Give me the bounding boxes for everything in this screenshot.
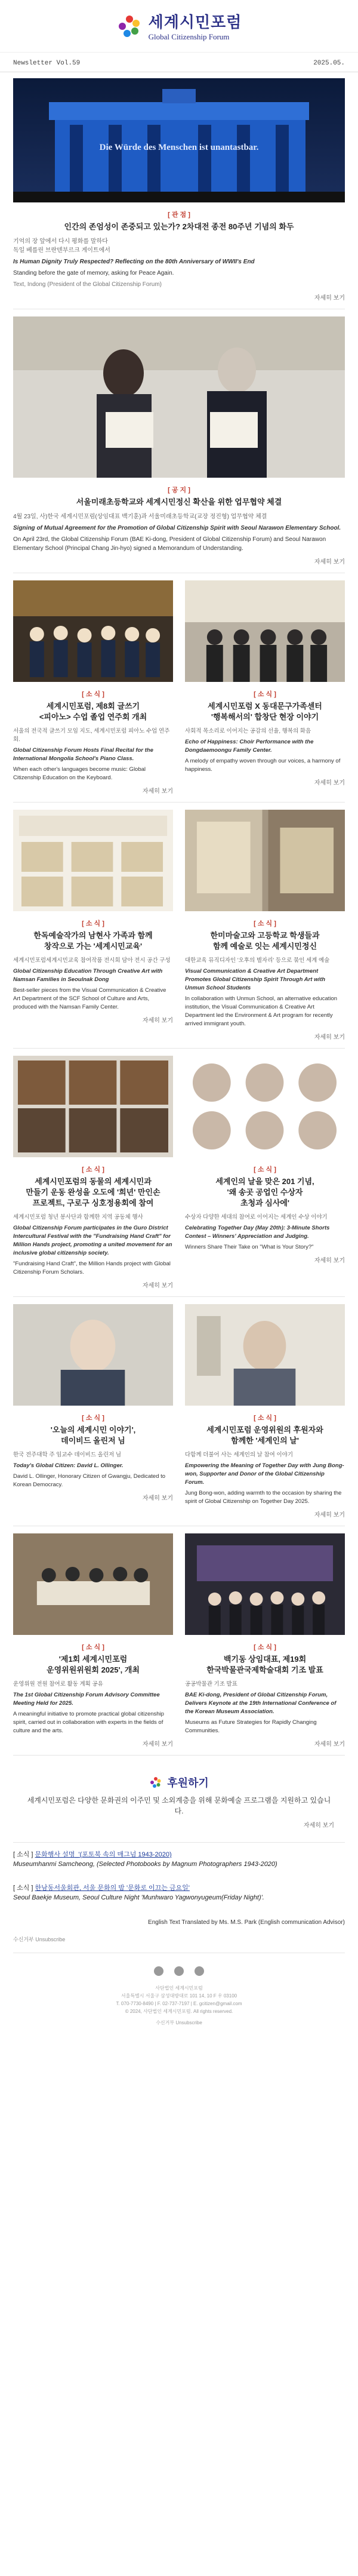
news-body-en: David L. Ollinger, Honorary Citizen of Gwangju, Dedicated to Korean Democracy. — [13, 1473, 166, 1488]
news-card — [13, 1056, 173, 1289]
facebook-icon[interactable] — [154, 1966, 163, 1976]
news-body-en: Best-seller pieces from the Visual Communication & Creative Art Department of the SCF School of Culture and Arts, produced with the Namsan Family Center. — [13, 987, 166, 1010]
news-title[interactable]: 한독예술작가의 남현사 가족과 함께 창작으로 가는 '세계시민교육' — [33, 931, 153, 951]
divider — [13, 1842, 345, 1843]
news-card — [185, 1533, 345, 1748]
news-image[interactable] — [13, 1533, 173, 1635]
translator-credit: English Text Translated by Ms. M.S. Park (English communication Advisor) — [148, 1919, 345, 1926]
news-more-link[interactable]: 자세히 보기 — [142, 1495, 173, 1502]
divider — [13, 1755, 345, 1756]
news-tag: [ 소 식 ] — [254, 1166, 276, 1173]
mou-section — [0, 316, 358, 565]
news-more-link[interactable]: 자세히 보기 — [314, 780, 345, 786]
newsletter-volume: Newsletter Vol.59 — [13, 60, 81, 67]
news-card — [185, 580, 345, 795]
support-section — [0, 1763, 358, 1835]
news-row-3 — [0, 1056, 358, 1289]
news-card — [13, 580, 173, 795]
news-card — [13, 1533, 173, 1748]
footer-contact: T. 070-7730-8490 | F. 02-737-7197 | E. gcitizen@gmail.com — [116, 2001, 242, 2006]
news-more-link[interactable]: 자세히 보기 — [314, 1512, 345, 1518]
news-body-ko: 다함께 더불어 사는 세계인의 날 참여 이야기 — [185, 1452, 294, 1458]
hero-more-link[interactable]: 자세히 보기 — [314, 295, 345, 302]
hero-body-ko: 기억의 장 앞에서 다시 평화를 말하다 — [13, 238, 108, 245]
footer-org: 사단법인 세계시민포럼 — [155, 1985, 203, 1991]
news-body-en-title: Today's Global Citizen: David L. Ollinger. — [13, 1462, 124, 1469]
news-image[interactable] — [13, 580, 173, 682]
social-links — [0, 1957, 358, 1981]
event-en: Museumhanmi Samcheong, (Selected Photobooks by Magnum Photographers 1943-2020) — [13, 1861, 277, 1868]
footer — [0, 1981, 358, 2039]
brand — [149, 10, 242, 42]
news-title[interactable]: 세계시민포럼, 제8회 글쓰기 <피아노> 수업 졸업 연주회 개최 — [39, 702, 147, 721]
news-image[interactable] — [185, 580, 345, 682]
news-row-4 — [0, 1304, 358, 1518]
news-image[interactable] — [185, 1533, 345, 1635]
hero-body-en-2: Standing before the gate of memory, asking for Peace Again. — [13, 270, 174, 276]
footer-unsubscribe[interactable]: 수신거부 Unsubscribe — [156, 2020, 202, 2025]
news-body-en-title: Visual Communication & Creative Art Department Promotes Global Citizenship Spirit Through Art with Unmun School Students — [185, 968, 326, 991]
news-row-1 — [0, 580, 358, 795]
footer-addr: 서울특별시 서울구 삼성대방대로 101 14, 10 F 우 03100 — [121, 1993, 237, 1999]
event-label: [ 소식 ] — [13, 1851, 33, 1858]
news-body-ko: 서울의 전국적 글쓰기 모임 지도, 세계시민포럼 피아노 수업 연주회. — [13, 728, 170, 743]
news-body-en: Museums as Future Strategies for Rapidly Changing Communities. — [185, 1719, 317, 1734]
news-card — [13, 810, 173, 1041]
hero-section — [0, 78, 358, 302]
event-link-2 — [13, 1883, 345, 1902]
news-body-en-title: Echo of Happiness: Choir Performance with the Dongdaemoongu Family Center. — [185, 739, 314, 754]
event-link[interactable]: 한남동서울회관, 서울 문화의 밤 '문화로 이끄는 금요일' — [35, 1885, 190, 1892]
news-body-ko: 수상자 다양한 세대의 참여로 이어지는 세계인 수상 이야기 — [185, 1214, 328, 1221]
brand-ko: 세계시민포럼 — [148, 14, 242, 32]
news-tag: [ 소 식 ] — [254, 1644, 276, 1651]
hero-author: Text, Indong (President of the Global Citizenship Forum) — [13, 281, 162, 288]
hero-tag: [ 관 점 ] — [168, 211, 190, 219]
news-more-link[interactable]: 자세히 보기 — [314, 1258, 345, 1264]
news-tag: [ 소 식 ] — [254, 691, 276, 698]
event-link-1 — [13, 1850, 345, 1869]
news-image[interactable] — [13, 1056, 173, 1157]
support-title-text: 후원하기 — [167, 1777, 209, 1789]
news-title[interactable]: 백기동 상임대표, 제19회 한국박물관국제학술대회 기조 발표 — [206, 1655, 323, 1674]
news-body-ko: 한국 전주대학 주 임교수 데이비드 올린저 님 — [13, 1452, 122, 1458]
news-card — [185, 810, 345, 1041]
logo-icon — [116, 13, 143, 39]
news-body-ko: 세계시민포럼 청년 봉사단과 함께한 지역 공동체 행사 — [13, 1214, 143, 1221]
mou-body-en-title: Signing of Mutual Agreement for the Promotion of Global Citizenship Spirit with Seoul Narawon Elementary School. — [13, 525, 341, 531]
news-image[interactable] — [13, 1304, 173, 1406]
support-title — [24, 1775, 334, 1790]
news-title[interactable]: 세계시민포럼의 동물의 세계시민과 만들기 운동 완성을 오도에 '희년' 만인손 프로젝트, 구로구 싱호정용회에 참여 — [26, 1177, 161, 1207]
support-desc: 세계시민포럼은 다양한 문화권의 이주민 및 소외계층을 위해 문화예술 프로그램을 지원하고 있습니다. — [27, 1796, 331, 1815]
event-en: Seoul Baekje Museum, Seoul Culture Night 'Munhwaro Yagwonyugeum(Friday Night)'. — [13, 1894, 264, 1901]
news-tag: [ 소 식 ] — [82, 1166, 104, 1173]
news-more-link[interactable]: 자세히 보기 — [142, 1741, 173, 1748]
news-title[interactable]: 한미마술고와 고등학교 학생들과 함께 예술로 잇는 세계시민정신 — [210, 931, 320, 951]
news-body-ko: 공공박물관 기조 발표 — [185, 1681, 237, 1687]
news-tag: [ 소 식 ] — [82, 1644, 104, 1651]
mou-more-link[interactable]: 자세히 보기 — [314, 559, 345, 565]
header — [0, 0, 358, 53]
news-body-ko: 세계시민포럼세계시민교육 참여작품 전시회 담아 전시 공간 구성 — [13, 957, 171, 964]
news-more-link[interactable]: 자세히 보기 — [314, 1034, 345, 1041]
divider — [13, 1048, 345, 1049]
meta-bar — [0, 53, 358, 72]
unsubscribe-link[interactable]: 수신거부 Unsubscribe — [13, 1936, 66, 1942]
divider — [13, 802, 345, 803]
news-image[interactable] — [185, 1056, 345, 1157]
news-title[interactable]: 세계인의 날을 맞은 201 기념, '왜 송곳 공업인 수상자 초청과 심사에' — [215, 1177, 314, 1207]
news-body-ko: 사회적 목소리로 이어지는 공감의 선율, 행복의 화음 — [185, 728, 311, 734]
news-image[interactable] — [13, 810, 173, 911]
news-body-en: A melody of empathy woven through our voices, a harmony of happiness. — [185, 758, 341, 773]
news-body-en-title: Global Citizenship Forum participates in the Guro District Intercultural Festival with the "Fundraising Hand Craft" for Million Hands project, promoting a united movement for an inclusive global citizenship society. — [13, 1225, 172, 1256]
news-image[interactable] — [185, 1304, 345, 1406]
news-body-en-title: BAE Ki-dong, President of Global Citizenship Forum, Delivers Keynote at the 19th International Conference of the Korean Museum Association. — [185, 1692, 337, 1715]
instagram-icon[interactable] — [195, 1966, 204, 1976]
news-image[interactable] — [185, 810, 345, 911]
hero-body-ko-2: 독일 베를린 브란덴부르크 게이트에서 — [13, 247, 110, 254]
logo-icon — [149, 1776, 162, 1789]
news-title[interactable]: '오늘의 세계시민 이야기', 데이비드 올린저 님 — [50, 1425, 136, 1445]
youtube-icon[interactable] — [174, 1966, 184, 1976]
news-tag: [ 소 식 ] — [82, 691, 104, 698]
news-body-en: Jung Bong-won, adding warmth to the occasion by sharing the spirit of Global Citizenship on Together Day 2025. — [185, 1490, 342, 1505]
mou-image[interactable] — [13, 316, 345, 478]
mou-body-ko: 4월 23일, 사)한국 세계시민포럼(상임대표 백기훈)과 서울미래초등학교(교장 정진형) 업무협약 체결 — [13, 514, 267, 520]
mou-tag: [ 공 지 ] — [168, 487, 190, 494]
support-more-link[interactable]: 자세히 보기 — [303, 1822, 334, 1829]
news-title[interactable]: 세계시민포럼 X 동대문구가족센터 '행복해서의' 합창단 현장 이야기 — [208, 702, 322, 721]
event-link[interactable]: 문화행사 설명_'(포토북 속의 매그넘 1943-2020) — [35, 1851, 172, 1858]
brand-en: Global Citizenship Forum — [148, 32, 230, 41]
news-body-ko: 운영위원 전원 참여로 활동 계획 공유 — [13, 1681, 103, 1687]
news-tag: [ 소 식 ] — [254, 920, 276, 927]
mou-title[interactable]: 서울미래초등학교와 세계시민정신 확산을 위한 업무협약 체결 — [76, 497, 282, 506]
news-more-link[interactable]: 자세히 보기 — [142, 1018, 173, 1024]
news-body-en: In collaboration with Unmun School, an alternative education institution, the Visual Communication & Creative Art Department led the Environment & Art program for recently arrived immigrant youth. — [185, 995, 338, 1027]
news-body-en-title: Celebrating Together Day (May 20th): 3-Minute Shorts Contest – Winners' Appreciation and Judging. — [185, 1225, 330, 1240]
news-card — [185, 1056, 345, 1289]
news-body-en: A meaningful initiative to promote practical global citizenship spirit, carried out in collaboration with experts in the fields of culture and the arts. — [13, 1711, 164, 1734]
newsletter-date: 2025.05. — [313, 60, 345, 67]
news-body-en: "Fundraising Hand Craft", the Million Hands project with Global Citizenship Forum Scholars. — [13, 1261, 171, 1275]
news-card — [13, 1304, 173, 1518]
news-tag: [ 소 식 ] — [82, 920, 104, 927]
news-body-en: When each other's languages become music: Global Citizenship Education on the Keyboard. — [13, 766, 146, 781]
hero-body-en: Is Human Dignity Truly Respected? Reflecting on the 80th Anniversary of WWII's End — [13, 259, 255, 265]
news-body-en: Winners Share Their Take on "What is Your Story?" — [185, 1244, 314, 1250]
news-more-link[interactable]: 자세히 보기 — [142, 788, 173, 795]
news-tag: [ 소 식 ] — [82, 1415, 104, 1422]
news-more-link[interactable]: 자세히 보기 — [314, 1741, 345, 1748]
news-row-5 — [0, 1533, 358, 1748]
news-more-link[interactable]: 자세히 보기 — [142, 1283, 173, 1289]
divider — [13, 1296, 345, 1297]
news-body-ko: 대한교육 뮤직디자인 '오후의 별자리' 등으로 묶인 세계 예술 — [185, 957, 330, 964]
hero-banner-text: Die Würde des Menschen ist unantastbar. — [99, 143, 259, 152]
news-tag: [ 소 식 ] — [254, 1415, 276, 1422]
news-body-en-title: Global Citizenship Forum Hosts Final Recital for the International Mongolia School's Piano Class. — [13, 747, 153, 762]
news-body-en-title: Empowering the Meaning of Together Day with Jung Bong-won, Supporter and Donor of the Global Citizenship Forum. — [185, 1462, 344, 1486]
news-title[interactable]: '제1회 세계시민포럼 운영위원위원회 2025', 개최 — [47, 1655, 140, 1674]
event-label: [ 소식 ] — [13, 1885, 33, 1892]
footer-copyright: © 2024, 사단법인 세계시민포럼. All rights reserved. — [125, 2009, 233, 2014]
news-card — [185, 1304, 345, 1518]
news-row-2 — [0, 810, 358, 1041]
hero-image[interactable] — [13, 78, 345, 202]
news-body-en-title: The 1st Global Citizenship Forum Advisory Committee Meeting Held for 2025. — [13, 1692, 160, 1707]
news-title[interactable]: 세계시민포럼 운영위원의 후원자와 함께한 '세계인의 날' — [206, 1425, 323, 1445]
hero-title[interactable]: 인간의 존엄성이 존중되고 있는가? 2차대전 종전 80주년 기념의 화두 — [64, 222, 294, 231]
mou-body-en: On April 23rd, the Global Citizenship Forum (BAE Ki-dong, President of Global Citizenship Forum) and Seoul Narawon Elementary School (Principal Chang Jin-hyo) signed a Memorandum of Understanding. — [13, 536, 326, 552]
news-body-en-title: Global Citizenship Education Through Creative Art with Namsan Families in Seoulnak Dong — [13, 968, 163, 983]
